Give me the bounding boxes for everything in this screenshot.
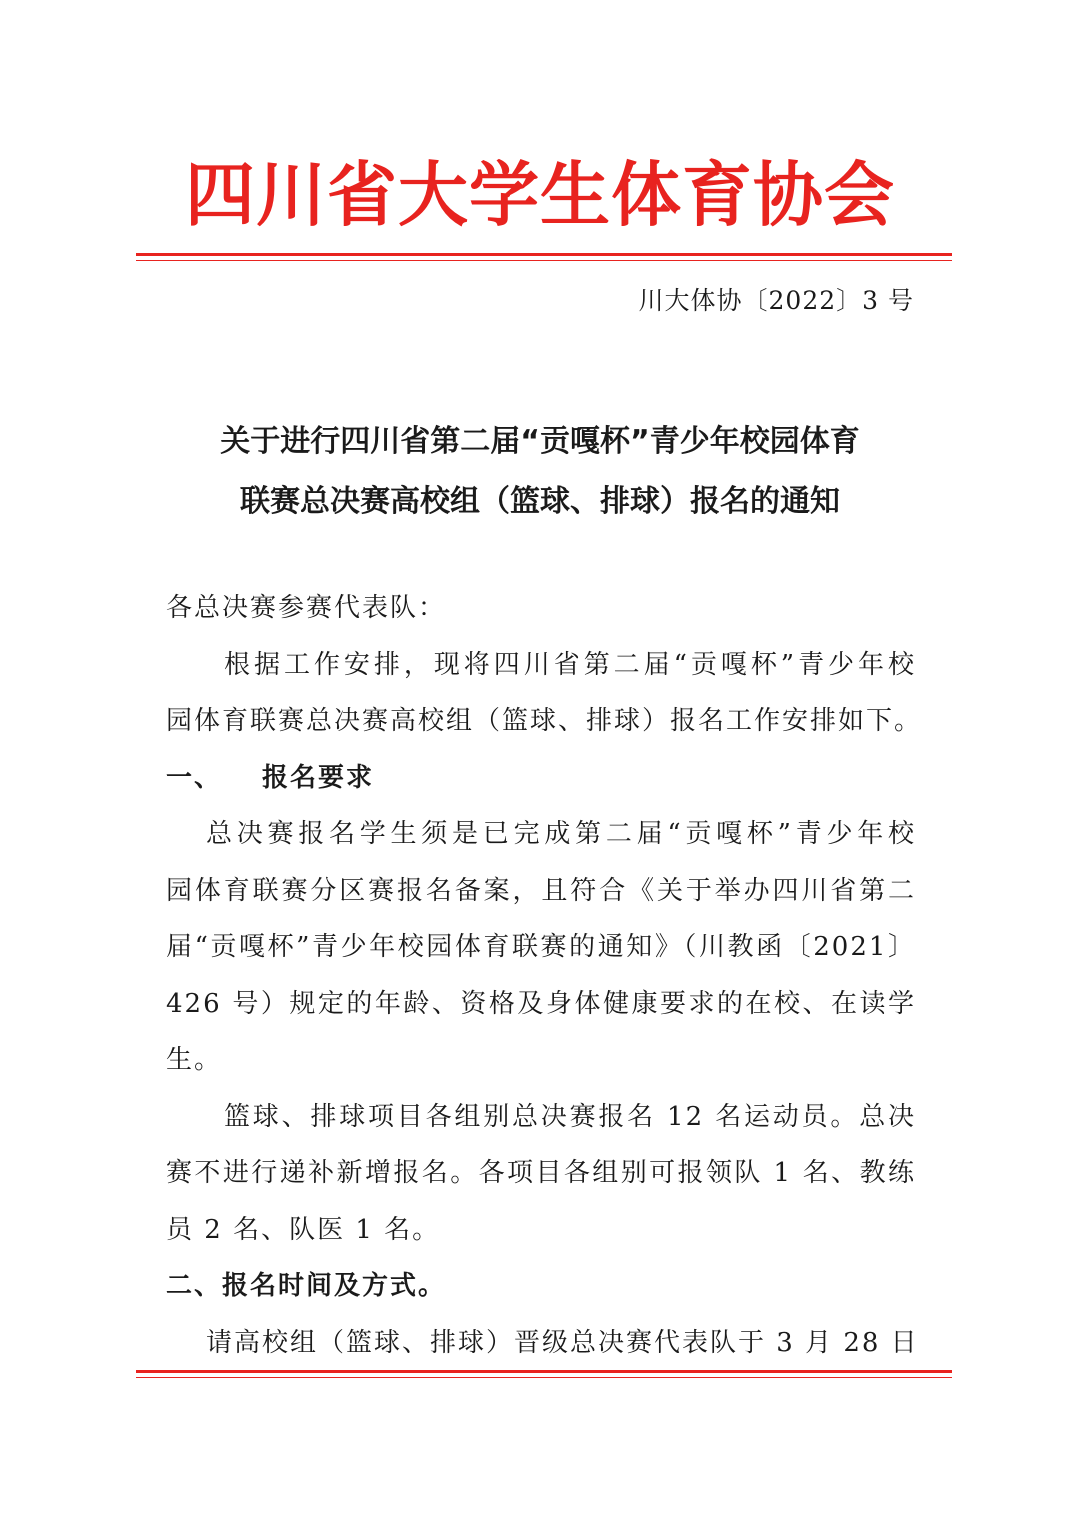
letterhead-org-name: 四川省大学生体育协会 bbox=[185, 154, 895, 236]
paragraph-line: 届“贡嘎杯”青少年校园体育联赛的通知》（川教函〔2021〕 bbox=[166, 932, 916, 962]
letterhead-divider bbox=[136, 253, 952, 261]
section-number: 一、 bbox=[166, 762, 223, 793]
title-line: 关于进行四川省第二届“贡嘎杯”青少年校园体育 bbox=[220, 424, 860, 459]
paragraph-line: 426 号）规定的年龄、资格及身体健康要求的在校、在读学 bbox=[166, 988, 916, 1019]
paragraph-line: 篮球、排球项目各组别总决赛报名 12 名运动员。总决 bbox=[224, 1101, 916, 1132]
paragraph-line: 园体育联赛总决赛高校组（篮球、排球）报名工作安排如下。 bbox=[166, 706, 923, 736]
paragraph-line: 请高校组（篮球、排球）晋级总决赛代表队于 3 月 28 日 bbox=[206, 1327, 919, 1358]
paragraph-line: 赛不进行递补新增报名。各项目各组别可报领队 1 名、教练 bbox=[166, 1158, 916, 1188]
document-title bbox=[150, 412, 930, 532]
paragraph-line: 生。 bbox=[166, 1045, 223, 1075]
section-heading-2: 二、报名时间及方式。 bbox=[166, 1271, 447, 1301]
paragraph-line: 园体育联赛分区赛报名备案，且符合《关于举办四川省第二 bbox=[166, 875, 916, 906]
section-title: 报名要求 bbox=[262, 762, 375, 793]
paragraph-line: 员 2 名、队医 1 名。 bbox=[166, 1214, 441, 1245]
paragraph-line: 根据工作安排，现将四川省第二届“贡嘎杯”青少年校 bbox=[224, 649, 916, 680]
divider-thin-line bbox=[136, 1377, 952, 1378]
divider-thick-line bbox=[136, 1370, 952, 1373]
divider-thick-line bbox=[136, 253, 952, 256]
footer-divider bbox=[136, 1370, 952, 1378]
section-heading-1 bbox=[166, 750, 916, 807]
document-number: 川大体协〔2022〕3 号 bbox=[638, 286, 914, 315]
title-line: 联赛总决赛高校组（篮球、排球）报名的通知 bbox=[240, 484, 840, 519]
paragraph-line: 总决赛报名学生须是已完成第二届“贡嘎杯”青少年校 bbox=[206, 819, 916, 849]
salutation: 各总决赛参赛代表队： bbox=[166, 593, 447, 623]
divider-thin-line bbox=[136, 260, 952, 261]
document-body bbox=[166, 580, 923, 1371]
